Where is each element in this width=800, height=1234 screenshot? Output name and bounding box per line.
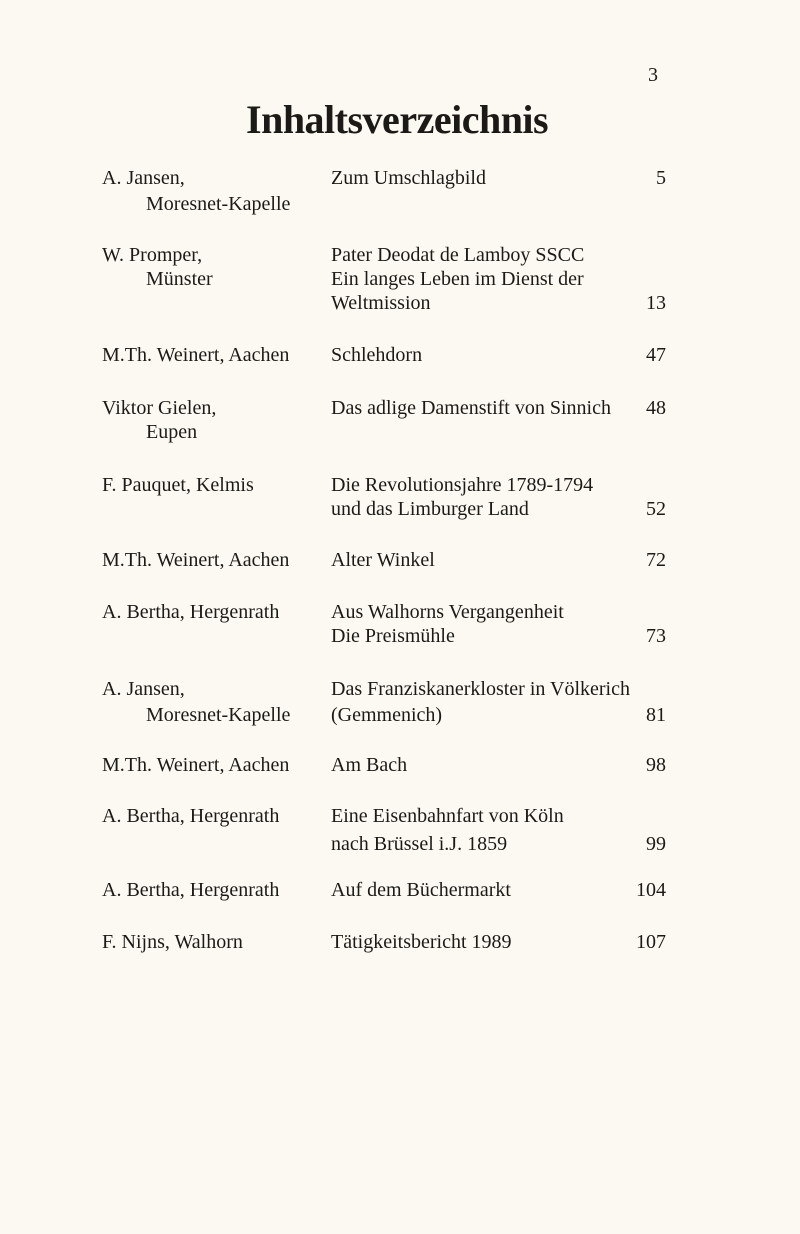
entry-author: A. Bertha, Hergenrath bbox=[102, 879, 280, 901]
entry-title: Am Bach bbox=[331, 754, 408, 776]
entry-author: A. Jansen, Moresnet-Kapelle bbox=[102, 678, 291, 726]
entry-page: 5 bbox=[656, 167, 666, 189]
entry-author: M.Th. Weinert, Aachen bbox=[102, 344, 290, 366]
entry-page: 104 bbox=[636, 879, 666, 901]
entry-author: A. Jansen, Moresnet-Kapelle bbox=[102, 167, 291, 215]
entry-author: M.Th. Weinert, Aachen bbox=[102, 754, 290, 776]
entry-author: M.Th. Weinert, Aachen bbox=[102, 549, 290, 571]
entry-author: F. Pauquet, Kelmis bbox=[102, 474, 254, 496]
entry-page: 72 bbox=[646, 549, 666, 571]
entry-page: 81 bbox=[646, 704, 666, 726]
entry-page: 73 bbox=[646, 625, 666, 647]
entry-title: Auf dem Büchermarkt bbox=[331, 879, 511, 901]
entry-page: 13 bbox=[646, 292, 666, 314]
page-title: Inhaltsverzeichnis bbox=[246, 97, 549, 142]
entry-page: 52 bbox=[646, 498, 666, 520]
entry-title: Aus Walhorns Vergangenheit Die Preismühle bbox=[331, 601, 564, 647]
entry-title: Schlehdorn bbox=[331, 344, 423, 366]
entry-page: 48 bbox=[646, 397, 666, 419]
entry-page: 98 bbox=[646, 754, 666, 776]
entry-title: Eine Eisenbahnfart von Köln nach Brüssel i.J. 1859 bbox=[331, 805, 564, 855]
entry-page: 107 bbox=[636, 931, 666, 953]
entry-title: Die Revolutionsjahre 1789-1794 und das Limburger Land bbox=[331, 474, 594, 520]
entry-author: A. Bertha, Hergenrath bbox=[102, 601, 280, 623]
entry-title: Zum Umschlagbild bbox=[331, 167, 486, 189]
entry-title: Das Franziskanerkloster in Völkerich (Gemmenich) bbox=[331, 678, 630, 726]
entry-page: 47 bbox=[646, 344, 666, 366]
entry-title: Das adlige Damenstift von Sinnich bbox=[331, 397, 611, 419]
entry-author: W. Promper, Münster bbox=[102, 244, 213, 290]
page-number: 3 bbox=[648, 64, 658, 86]
entry-author: A. Bertha, Hergenrath bbox=[102, 805, 280, 827]
entry-title: Pater Deodat de Lamboy SSCC Ein langes Leben im Dienst der Weltmission bbox=[331, 244, 585, 314]
entry-title: Alter Winkel bbox=[331, 549, 435, 571]
entry-title: Tätigkeitsbericht 1989 bbox=[331, 931, 512, 953]
entry-page: 99 bbox=[646, 833, 666, 855]
entry-author: F. Nijns, Walhorn bbox=[102, 931, 243, 953]
entry-author: Viktor Gielen, Eupen bbox=[102, 397, 217, 443]
